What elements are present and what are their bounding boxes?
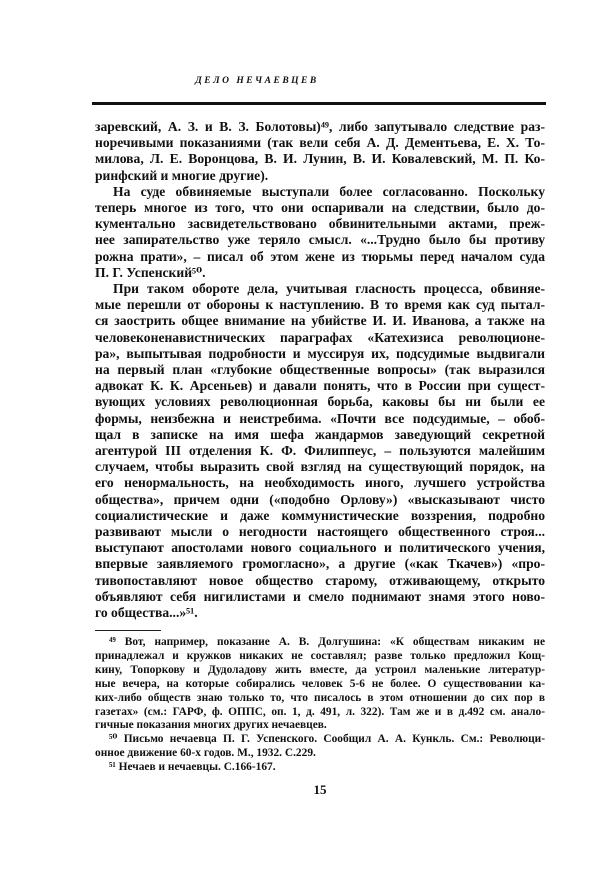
text-line: ринфский и многие другие). (95, 167, 269, 183)
text-line: развивают мысли о негодности настоящего общественного строя... (95, 524, 545, 540)
footnote-line: принадлежал и кружков никаких не составлял; разве только предложил Кощ- (95, 649, 545, 662)
text-line: впервые заявляемого громогласно», а другие («как Ткачев») «про- (95, 556, 545, 572)
text-line: рожна прати», – писал об этом жене из тюрьмы перед началом суда (95, 248, 545, 264)
text-line: ся заострить общее внимание на убийстве И. И. Иванова, а также на (95, 313, 545, 329)
footnote-line: газетах» (см.: ГАРФ, ф. ОППС, оп. 1, д. 491, л. 322). Там же и в д.492 см. анало- (95, 705, 545, 718)
text-line: На суде обвиняемые выступали более согласованно. Поскольку (113, 183, 545, 199)
text-line: нее запирательство уже теряло смысл. «...Трудно было бы противу (95, 232, 545, 248)
footnote-line: ⁵⁰ Письмо нечаевца П. Г. Успенского. Сообщил А. А. Кункль. См.: Революци- (109, 733, 545, 746)
text-line: агентурой III отделения К. Ф. Филиппеус, – пользуются малейшим (95, 443, 545, 459)
text-line: социалистические и даже коммунистические воззрения, подробно (95, 507, 545, 523)
text-line: выступают апостолами нового социального и политического учения, (95, 540, 545, 556)
text-line: его ненормальность, на необходимость иного, лучшего устройства (95, 475, 545, 491)
text-line: го общества...»⁵¹. (95, 605, 198, 621)
footnote-line: гичные показания многих других нечаевцев. (95, 719, 327, 732)
text-line: формы, неизбежна и неистребима. «Почти все подсудимые, – обоб- (95, 410, 545, 426)
text-line: При таком обороте дела, учитывая гласность процесса, обвиняе- (113, 281, 545, 297)
text-line: милова, Л. Е. Воронцова, В. И. Лунин, В. И. Ковалевский, М. П. Ко- (95, 151, 545, 167)
page-number: 15 (313, 782, 327, 797)
text-line: норечивыми показаниями (так вели себя А. Д. Дементьева, Е. Х. То- (95, 135, 545, 151)
text-line: заревский, А. З. и В. З. Болотовы)⁴⁹, либо запутывало следствие раз- (95, 119, 545, 134)
header-rule (92, 102, 546, 105)
text-line: человеконенавистнических параграфах «Катехизиса революционе- (95, 329, 545, 345)
footnote-line: ⁵¹ Нечаев и нечаевцы. С.166-167. (109, 761, 276, 774)
text-line: объявляют себя нигилистами и смело поднимают знамя этого ново- (95, 588, 545, 604)
body-text (95, 119, 545, 621)
footnote-line: онное движение 60-х годов. М., 1932. С.229. (95, 747, 316, 760)
running-head: ДЕЛО НЕЧАЕВЦЕВ (195, 76, 319, 86)
text-line: кументально засвидетельствовано обвинительными актами, преж- (95, 216, 545, 232)
text-line: на первый план «глубокие общественные вопросы» (так выразился (95, 362, 545, 378)
text-line: ра», выпытывая подробности и муссируя их, подсудимые выдвигали (95, 345, 545, 361)
text-line: тивопоставляют новое общество старому, отживающему, открыто (95, 572, 545, 588)
footnote-line: ких-либо обществ знаю только то, что писалось в этом отношении до сих пор в (95, 691, 545, 704)
text-line: мые перешли от обороны к наступлению. В то время как суд пытал- (95, 297, 545, 313)
footnote-line: кину, Топоркову и Дудоладову жить вместе, да устроил маленькие литератур- (95, 663, 545, 676)
text-line: адвокат К. К. Арсеньев) и давали понять, что в России при сущест- (95, 378, 545, 394)
text-line: теперь многое из того, что они оспаривали на следствии, было до- (95, 200, 545, 216)
footnotes (95, 636, 545, 775)
footnote-separator (95, 630, 161, 631)
footnote-line: ⁴⁹ Вот, например, показание А. В. Долгушина: «К обществам никаким не (109, 636, 545, 648)
footnote-line: ные вечера, на которые собирались человек 5-6 не более. О существовании ка- (95, 677, 545, 690)
text-line: П. Г. Успенский⁵⁰. (95, 264, 206, 280)
text-line: щал в записке на имя шефа жандармов заведующий секретной (95, 426, 545, 442)
text-line: вующих условиях революционная борьба, каковы бы ни были ее (95, 394, 545, 410)
text-line: общества», причем одни («подобно Орлову») «высказывают чисто (95, 491, 545, 507)
text-line: случаем, чтобы выразить свой взгляд на существующий порядок, на (95, 459, 545, 475)
